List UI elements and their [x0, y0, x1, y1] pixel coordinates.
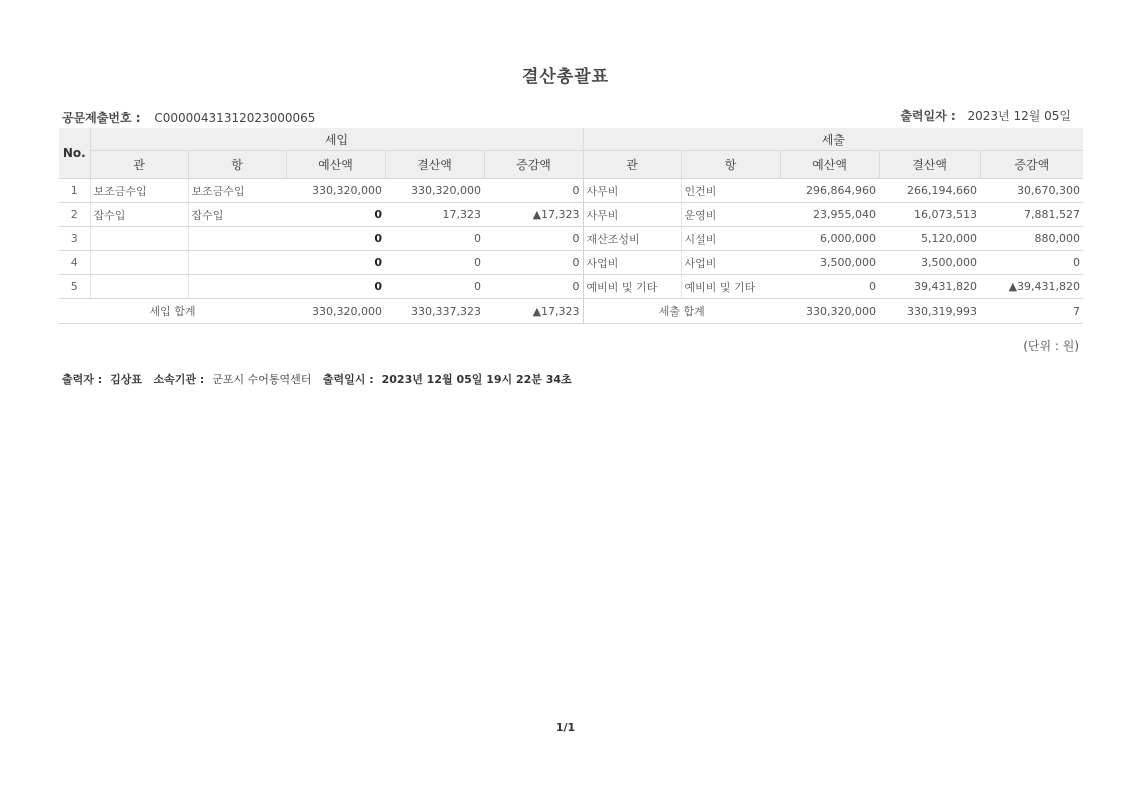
income-diff-cell: ▲17,323: [484, 203, 583, 227]
expense-total-settlement: 330,319,993: [879, 299, 980, 324]
doc-number-line: [62, 109, 315, 126]
expense-budget-cell: 3,500,000: [780, 251, 879, 275]
income-budget-cell: 0: [286, 251, 385, 275]
income-hang-cell: [188, 227, 286, 251]
unit-note: (단위 : 원): [1023, 339, 1079, 353]
income-gwan-cell: [90, 251, 188, 275]
row-number: 5: [59, 275, 90, 299]
expense-diff-cell: 0: [980, 251, 1083, 275]
totals-row: [59, 299, 1083, 324]
table-header-group-row: [59, 128, 1083, 151]
expense-total-diff: 7: [980, 299, 1083, 324]
income-settlement-cell: 17,323: [385, 203, 484, 227]
income-hang-cell: [188, 251, 286, 275]
row-number: 2: [59, 203, 90, 227]
col-header-income-gwan: 관: [90, 151, 188, 179]
income-gwan-cell: 보조금수입: [90, 179, 188, 203]
income-budget-cell: 0: [286, 203, 385, 227]
expense-diff-cell: 880,000: [980, 227, 1083, 251]
income-settlement-cell: 0: [385, 275, 484, 299]
expense-gwan-cell: 예비비 및 기타: [583, 275, 681, 299]
expense-settlement-cell: 266,194,660: [879, 179, 980, 203]
col-header-income-diff: 증감액: [484, 151, 583, 179]
expense-hang-cell: 운영비: [681, 203, 780, 227]
org-label: 소속기관 :: [153, 373, 205, 386]
row-number: 1: [59, 179, 90, 203]
expense-budget-cell: 296,864,960: [780, 179, 879, 203]
settlement-summary-table: [59, 128, 1083, 324]
expense-budget-cell: 0: [780, 275, 879, 299]
income-settlement-cell: 0: [385, 227, 484, 251]
income-header: 세입: [90, 128, 583, 151]
expense-budget-cell: 23,955,040: [780, 203, 879, 227]
income-budget-cell: 0: [286, 227, 385, 251]
income-total-diff: ▲17,323: [484, 299, 583, 324]
expense-hang-cell: 인건비: [681, 179, 780, 203]
expense-settlement-cell: 16,073,513: [879, 203, 980, 227]
income-diff-cell: 0: [484, 275, 583, 299]
col-header-expense-diff: 증감액: [980, 151, 1083, 179]
table-row: [59, 251, 1083, 275]
table-row: [59, 179, 1083, 203]
row-number: 3: [59, 227, 90, 251]
income-total-budget: 330,320,000: [286, 299, 385, 324]
print-date-line: [900, 107, 1071, 124]
expense-gwan-cell: 사무비: [583, 179, 681, 203]
income-gwan-cell: [90, 227, 188, 251]
expense-settlement-cell: 5,120,000: [879, 227, 980, 251]
income-budget-cell: 0: [286, 275, 385, 299]
expense-hang-cell: 시설비: [681, 227, 780, 251]
printer-name: 김상표: [110, 373, 142, 386]
income-diff-cell: 0: [484, 227, 583, 251]
expense-hang-cell: 사업비: [681, 251, 780, 275]
print-time-value: 2023년 12월 05일 19시 22분 34초: [381, 373, 572, 386]
col-header-expense-settlement: 결산액: [879, 151, 980, 179]
expense-diff-cell: 7,881,527: [980, 203, 1083, 227]
expense-gwan-cell: 사무비: [583, 203, 681, 227]
col-header-income-hang: 항: [188, 151, 286, 179]
col-header-income-settlement: 결산액: [385, 151, 484, 179]
income-hang-cell: 보조금수입: [188, 179, 286, 203]
income-settlement-cell: 330,320,000: [385, 179, 484, 203]
table-row: [59, 227, 1083, 251]
income-gwan-cell: 잡수입: [90, 203, 188, 227]
income-diff-cell: 0: [484, 179, 583, 203]
print-info-footer: [62, 371, 580, 387]
row-number: 4: [59, 251, 90, 275]
table-row: [59, 203, 1083, 227]
col-header-expense-gwan: 관: [583, 151, 681, 179]
col-header-income-budget: 예산액: [286, 151, 385, 179]
doc-number-value: C00000431312023000065: [154, 111, 316, 125]
income-total-label: 세입 합계: [59, 299, 286, 324]
expense-budget-cell: 6,000,000: [780, 227, 879, 251]
income-budget-cell: 330,320,000: [286, 179, 385, 203]
page-number: 1/1: [555, 721, 576, 734]
expense-header: 세출: [583, 128, 1083, 151]
income-diff-cell: 0: [484, 251, 583, 275]
doc-number-label: 공문제출번호 :: [62, 111, 141, 125]
income-total-settlement: 330,337,323: [385, 299, 484, 324]
expense-settlement-cell: 39,431,820: [879, 275, 980, 299]
income-hang-cell: [188, 275, 286, 299]
income-hang-cell: 잡수입: [188, 203, 286, 227]
expense-total-label: 세출 합계: [583, 299, 780, 324]
print-date-label: 출력일자 :: [900, 109, 956, 123]
org-name: 군포시 수어통역센터: [212, 373, 312, 386]
print-date-value: 2023년 12월 05일: [967, 109, 1071, 123]
expense-total-budget: 330,320,000: [780, 299, 879, 324]
expense-gwan-cell: 사업비: [583, 251, 681, 275]
expense-diff-cell: 30,670,300: [980, 179, 1083, 203]
no-header: No.: [59, 128, 90, 179]
col-header-expense-hang: 항: [681, 151, 780, 179]
income-settlement-cell: 0: [385, 251, 484, 275]
table-header-row: [59, 151, 1083, 179]
col-header-expense-budget: 예산액: [780, 151, 879, 179]
expense-hang-cell: 예비비 및 기타: [681, 275, 780, 299]
expense-diff-cell: ▲39,431,820: [980, 275, 1083, 299]
expense-gwan-cell: 재산조성비: [583, 227, 681, 251]
printer-label: 출력자 :: [62, 373, 103, 386]
document-title: 결산총괄표: [521, 67, 610, 87]
income-gwan-cell: [90, 275, 188, 299]
expense-settlement-cell: 3,500,000: [879, 251, 980, 275]
table-row: [59, 275, 1083, 299]
print-time-label: 출력일시 :: [322, 373, 374, 386]
